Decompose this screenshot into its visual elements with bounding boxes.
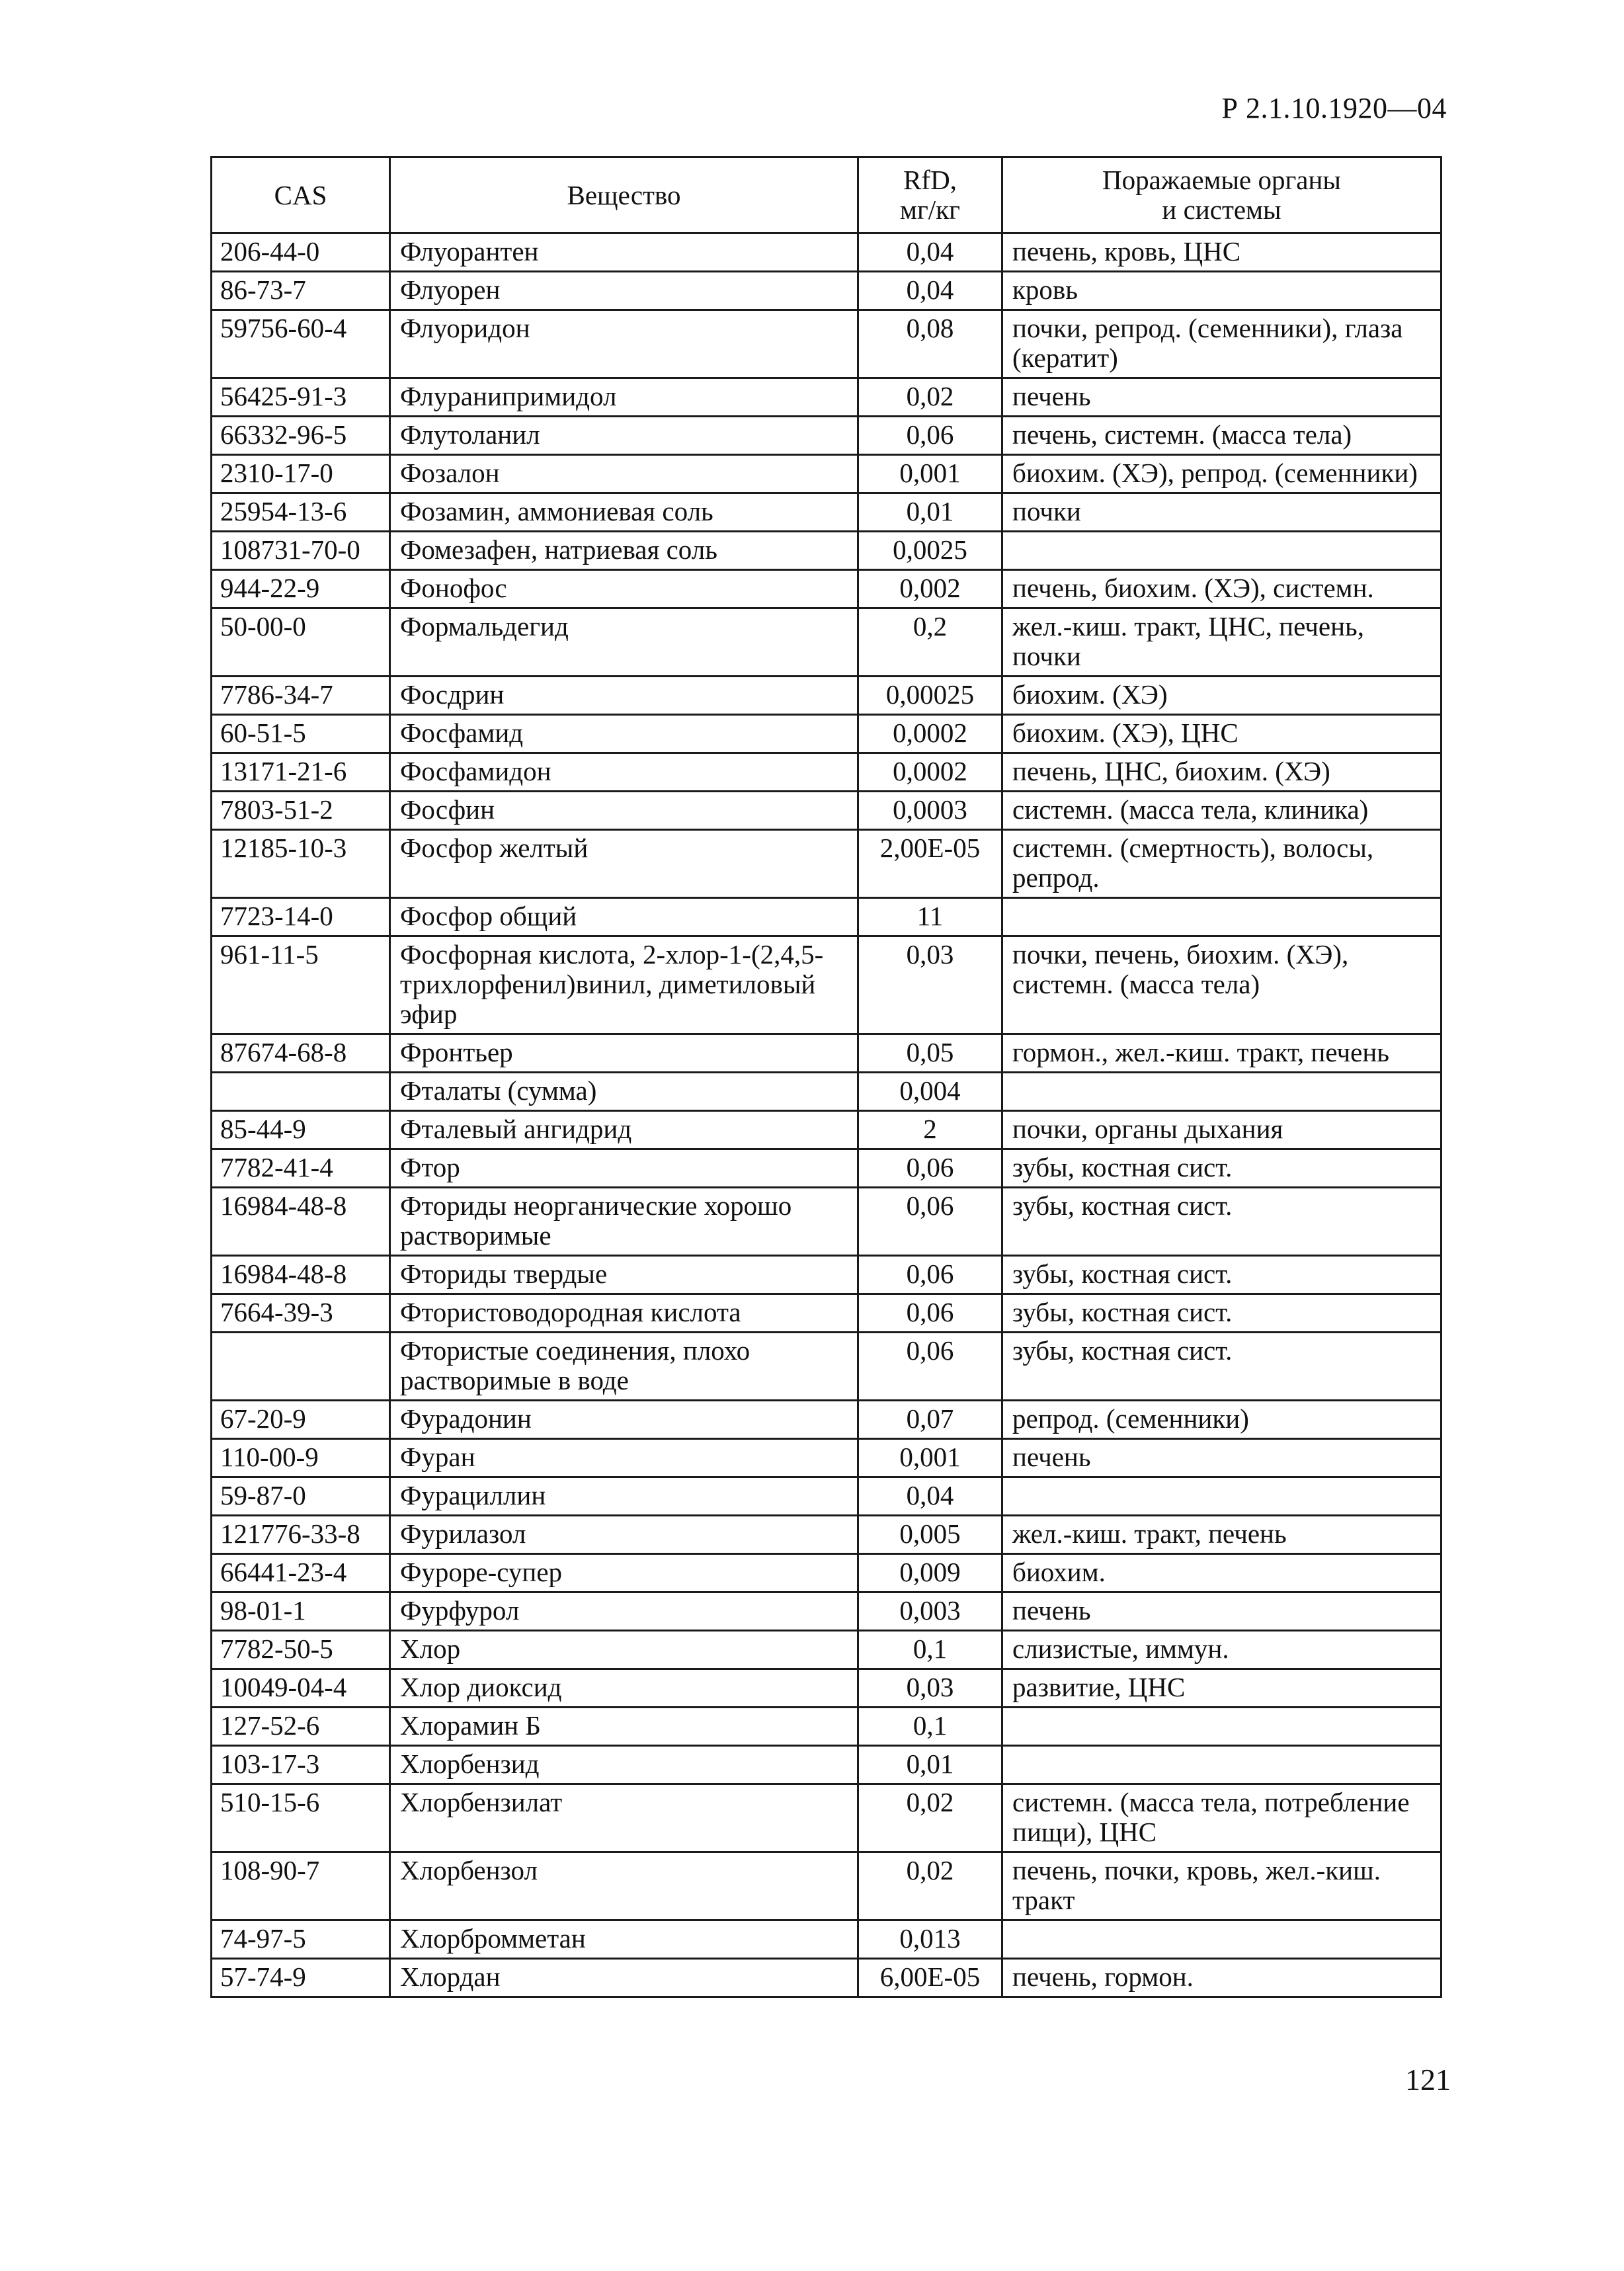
- column-header-rfd-line2: мг/кг: [900, 194, 960, 225]
- cell-organs: [1002, 1920, 1441, 1959]
- table-row: [212, 1592, 1441, 1631]
- table-row: [212, 1746, 1441, 1784]
- column-header-rfd-line1: RfD,: [903, 165, 957, 195]
- cell-rfd: 0,06: [858, 1188, 1002, 1256]
- table-row: [212, 1294, 1441, 1333]
- cell-substance: Хлорбензол: [390, 1852, 858, 1920]
- cell-organs: печень, гормон.: [1002, 1959, 1441, 1997]
- cell-organs: почки, органы дыхания: [1002, 1111, 1441, 1149]
- cell-rfd: 0,06: [858, 1256, 1002, 1294]
- cell-cas: 25954-13-6: [212, 493, 390, 532]
- cell-organs: зубы, костная сист.: [1002, 1294, 1441, 1333]
- cell-rfd: 0,003: [858, 1592, 1002, 1631]
- cell-substance: Хлор диоксид: [390, 1669, 858, 1708]
- cell-organs: гормон., жел.-киш. тракт, печень: [1002, 1034, 1441, 1073]
- cell-cas: 98-01-1: [212, 1592, 390, 1631]
- cell-cas: [212, 1333, 390, 1401]
- cell-cas: 7664-39-3: [212, 1294, 390, 1333]
- cell-rfd: 0,013: [858, 1920, 1002, 1959]
- cell-substance: Фосфорная кислота, 2-хлор-1-(2,4,5-трихлорфенил)винил, диметиловый эфир: [390, 936, 858, 1034]
- cell-rfd: 0,001: [858, 455, 1002, 493]
- cell-rfd: 0,009: [858, 1554, 1002, 1592]
- cell-rfd: 6,00Е-05: [858, 1959, 1002, 1997]
- cell-rfd: 0,002: [858, 570, 1002, 608]
- cell-substance: Фурациллин: [390, 1477, 858, 1516]
- cell-substance: Формальдегид: [390, 608, 858, 677]
- cell-organs: репрод. (семенники): [1002, 1401, 1441, 1439]
- cell-organs: почки: [1002, 493, 1441, 532]
- cell-rfd: 0,06: [858, 1149, 1002, 1188]
- cell-substance: Фомезафен, натриевая соль: [390, 532, 858, 570]
- cell-substance: Фториды неорганические хорошо растворимые: [390, 1188, 858, 1256]
- table-row: [212, 1401, 1441, 1439]
- cell-cas: 59-87-0: [212, 1477, 390, 1516]
- cell-substance: Фталевый ангидрид: [390, 1111, 858, 1149]
- table-row: [212, 1631, 1441, 1669]
- cell-organs: зубы, костная сист.: [1002, 1149, 1441, 1188]
- cell-cas: 110-00-9: [212, 1439, 390, 1477]
- cell-rfd: 0,03: [858, 1669, 1002, 1708]
- page-number: 121: [1405, 2063, 1451, 2096]
- cell-organs: печень: [1002, 1439, 1441, 1477]
- table-row: [212, 608, 1441, 677]
- cell-substance: Фосфор общий: [390, 898, 858, 936]
- cell-rfd: 11: [858, 898, 1002, 936]
- cell-organs: жел.-киш. тракт, печень: [1002, 1516, 1441, 1554]
- cell-cas: 7723-14-0: [212, 898, 390, 936]
- table-row: [212, 898, 1441, 936]
- cell-substance: Хлорбромметан: [390, 1920, 858, 1959]
- table-row: [212, 1034, 1441, 1073]
- cell-substance: Хлорбензид: [390, 1746, 858, 1784]
- cell-organs: системн. (масса тела, клиника): [1002, 792, 1441, 830]
- cell-cas: 103-17-3: [212, 1746, 390, 1784]
- cell-organs: слизистые, иммун.: [1002, 1631, 1441, 1669]
- cell-rfd: 0,06: [858, 417, 1002, 455]
- cell-rfd: 0,06: [858, 1333, 1002, 1401]
- cell-organs: системн. (смертность), волосы, репрод.: [1002, 830, 1441, 898]
- cell-cas: 121776-33-8: [212, 1516, 390, 1554]
- table-row: [212, 455, 1441, 493]
- cell-rfd: 0,1: [858, 1708, 1002, 1746]
- cell-rfd: 0,004: [858, 1073, 1002, 1111]
- cell-organs: печень: [1002, 378, 1441, 417]
- cell-organs: кровь: [1002, 272, 1441, 310]
- cell-substance: Фурфурол: [390, 1592, 858, 1631]
- table-row: [212, 792, 1441, 830]
- cell-rfd: 0,01: [858, 493, 1002, 532]
- cell-organs: [1002, 1477, 1441, 1516]
- cell-rfd: 0,001: [858, 1439, 1002, 1477]
- cell-rfd: 0,0002: [858, 753, 1002, 792]
- cell-substance: Фозамин, аммониевая соль: [390, 493, 858, 532]
- cell-organs: [1002, 1746, 1441, 1784]
- cell-cas: 944-22-9: [212, 570, 390, 608]
- table-row: [212, 1149, 1441, 1188]
- cell-substance: Хлорамин Б: [390, 1708, 858, 1746]
- cell-substance: Фозалон: [390, 455, 858, 493]
- cell-cas: 66441-23-4: [212, 1554, 390, 1592]
- cell-substance: Фуран: [390, 1439, 858, 1477]
- cell-organs: [1002, 898, 1441, 936]
- table-row: [212, 1333, 1441, 1401]
- cell-substance: Хлорбензилат: [390, 1784, 858, 1852]
- cell-substance: Флутоланил: [390, 417, 858, 455]
- document-code: Р 2.1.10.1920—04: [1221, 92, 1447, 124]
- cell-rfd: 0,08: [858, 310, 1002, 378]
- cell-cas: 127-52-6: [212, 1708, 390, 1746]
- cell-organs: развитие, ЦНС: [1002, 1669, 1441, 1708]
- cell-substance: Хлор: [390, 1631, 858, 1669]
- cell-rfd: 0,04: [858, 233, 1002, 272]
- cell-substance: Хлордан: [390, 1959, 858, 1997]
- cell-rfd: 0,00025: [858, 677, 1002, 715]
- cell-substance: Флуранипримидол: [390, 378, 858, 417]
- table-body: [212, 233, 1441, 1997]
- cell-rfd: 0,07: [858, 1401, 1002, 1439]
- column-header-substance: Вещество: [390, 157, 858, 233]
- cell-rfd: 0,2: [858, 608, 1002, 677]
- table-row: [212, 936, 1441, 1034]
- table-row: [212, 753, 1441, 792]
- cell-rfd: 0,05: [858, 1034, 1002, 1073]
- cell-organs: [1002, 1073, 1441, 1111]
- cell-cas: 16984-48-8: [212, 1188, 390, 1256]
- column-header-organs: [1002, 157, 1441, 233]
- cell-cas: 12185-10-3: [212, 830, 390, 898]
- table-row: [212, 677, 1441, 715]
- cell-rfd: 0,04: [858, 1477, 1002, 1516]
- cell-substance: Фурилазол: [390, 1516, 858, 1554]
- table-row: [212, 233, 1441, 272]
- cell-substance: Фтор: [390, 1149, 858, 1188]
- cell-substance: Флуорантен: [390, 233, 858, 272]
- cell-organs: печень, ЦНС, биохим. (ХЭ): [1002, 753, 1441, 792]
- table-row: [212, 1439, 1441, 1477]
- cell-rfd: 0,02: [858, 1852, 1002, 1920]
- cell-organs: печень: [1002, 1592, 1441, 1631]
- table-header-row: [212, 157, 1441, 233]
- cell-substance: Фронтьер: [390, 1034, 858, 1073]
- table-row: [212, 1852, 1441, 1920]
- cell-rfd: 0,0002: [858, 715, 1002, 753]
- table-row: [212, 1516, 1441, 1554]
- cell-substance: Флуоридон: [390, 310, 858, 378]
- cell-cas: 10049-04-4: [212, 1669, 390, 1708]
- cell-organs: зубы, костная сист.: [1002, 1333, 1441, 1401]
- cell-organs: зубы, костная сист.: [1002, 1188, 1441, 1256]
- cell-cas: [212, 1073, 390, 1111]
- cell-cas: 57-74-9: [212, 1959, 390, 1997]
- cell-cas: 961-11-5: [212, 936, 390, 1034]
- table-row: [212, 1554, 1441, 1592]
- table-row: [212, 1784, 1441, 1852]
- table-row: [212, 1073, 1441, 1111]
- cell-rfd: 0,1: [858, 1631, 1002, 1669]
- cell-substance: Фосфин: [390, 792, 858, 830]
- cell-cas: 7782-50-5: [212, 1631, 390, 1669]
- cell-organs: биохим. (ХЭ): [1002, 677, 1441, 715]
- table-row: [212, 1669, 1441, 1708]
- table-row: [212, 1708, 1441, 1746]
- cell-rfd: 0,02: [858, 1784, 1002, 1852]
- cell-cas: 50-00-0: [212, 608, 390, 677]
- cell-cas: 108731-70-0: [212, 532, 390, 570]
- cell-substance: Фтористые соединения, плохо растворимые в воде: [390, 1333, 858, 1401]
- cell-cas: 7782-41-4: [212, 1149, 390, 1188]
- column-header-rfd: [858, 157, 1002, 233]
- cell-cas: 2310-17-0: [212, 455, 390, 493]
- cell-substance: Фосфор желтый: [390, 830, 858, 898]
- cell-substance: Фуроре-супер: [390, 1554, 858, 1592]
- table-row: [212, 715, 1441, 753]
- cell-organs: биохим. (ХЭ), репрод. (семенники): [1002, 455, 1441, 493]
- table-row: [212, 1111, 1441, 1149]
- cell-organs: жел.-киш. тракт, ЦНС, печень, почки: [1002, 608, 1441, 677]
- cell-rfd: 0,06: [858, 1294, 1002, 1333]
- cell-cas: 56425-91-3: [212, 378, 390, 417]
- cell-organs: почки, печень, биохим. (ХЭ), системн. (масса тела): [1002, 936, 1441, 1034]
- cell-rfd: 0,005: [858, 1516, 1002, 1554]
- cell-substance: Фториды твердые: [390, 1256, 858, 1294]
- table-row: [212, 830, 1441, 898]
- cell-substance: Фтористоводородная кислота: [390, 1294, 858, 1333]
- cell-cas: 108-90-7: [212, 1852, 390, 1920]
- cell-substance: Флуорен: [390, 272, 858, 310]
- table-row: [212, 493, 1441, 532]
- cell-substance: Фосдрин: [390, 677, 858, 715]
- cell-rfd: 2: [858, 1111, 1002, 1149]
- cell-organs: почки, репрод. (семенники), глаза (кератит): [1002, 310, 1441, 378]
- cell-rfd: 0,01: [858, 1746, 1002, 1784]
- cell-substance: Фосфамидон: [390, 753, 858, 792]
- cell-cas: 60-51-5: [212, 715, 390, 753]
- cell-rfd: 0,03: [858, 936, 1002, 1034]
- cell-cas: 16984-48-8: [212, 1256, 390, 1294]
- cell-organs: биохим. (ХЭ), ЦНС: [1002, 715, 1441, 753]
- cell-organs: печень, кровь, ЦНС: [1002, 233, 1441, 272]
- cell-organs: печень, почки, кровь, жел.-киш. тракт: [1002, 1852, 1441, 1920]
- cell-cas: 85-44-9: [212, 1111, 390, 1149]
- table-row: [212, 1256, 1441, 1294]
- cell-substance: Фосфамид: [390, 715, 858, 753]
- cell-cas: 87674-68-8: [212, 1034, 390, 1073]
- cell-rfd: 0,02: [858, 378, 1002, 417]
- cell-cas: 67-20-9: [212, 1401, 390, 1439]
- cell-substance: Фурадонин: [390, 1401, 858, 1439]
- cell-organs: биохим.: [1002, 1554, 1441, 1592]
- cell-organs: печень, биохим. (ХЭ), системн.: [1002, 570, 1441, 608]
- table-row: [212, 570, 1441, 608]
- table-row: [212, 1477, 1441, 1516]
- table-row: [212, 378, 1441, 417]
- table-row: [212, 532, 1441, 570]
- column-header-organs-line1: Поражаемые органы: [1102, 165, 1341, 195]
- cell-cas: 206-44-0: [212, 233, 390, 272]
- table-row: [212, 310, 1441, 378]
- cell-cas: 13171-21-6: [212, 753, 390, 792]
- cell-cas: 74-97-5: [212, 1920, 390, 1959]
- cell-cas: 510-15-6: [212, 1784, 390, 1852]
- cell-organs: печень, системн. (масса тела): [1002, 417, 1441, 455]
- table-row: [212, 1959, 1441, 1997]
- table-row: [212, 272, 1441, 310]
- column-header-organs-line2: и системы: [1162, 194, 1281, 225]
- cell-cas: 66332-96-5: [212, 417, 390, 455]
- cell-organs: [1002, 1708, 1441, 1746]
- table-row: [212, 1920, 1441, 1959]
- cell-cas: 7786-34-7: [212, 677, 390, 715]
- cell-organs: системн. (масса тела, потребление пищи), ЦНС: [1002, 1784, 1441, 1852]
- column-header-cas: CAS: [212, 157, 390, 233]
- cell-substance: Фонофос: [390, 570, 858, 608]
- cell-cas: 7803-51-2: [212, 792, 390, 830]
- cell-substance: Фталаты (сумма): [390, 1073, 858, 1111]
- table-row: [212, 1188, 1441, 1256]
- cell-organs: [1002, 532, 1441, 570]
- cell-rfd: 0,04: [858, 272, 1002, 310]
- cell-organs: зубы, костная сист.: [1002, 1256, 1441, 1294]
- rfd-table: [210, 156, 1442, 1998]
- cell-cas: 86-73-7: [212, 272, 390, 310]
- cell-rfd: 2,00Е-05: [858, 830, 1002, 898]
- cell-cas: 59756-60-4: [212, 310, 390, 378]
- table-row: [212, 417, 1441, 455]
- cell-rfd: 0,0025: [858, 532, 1002, 570]
- cell-rfd: 0,0003: [858, 792, 1002, 830]
